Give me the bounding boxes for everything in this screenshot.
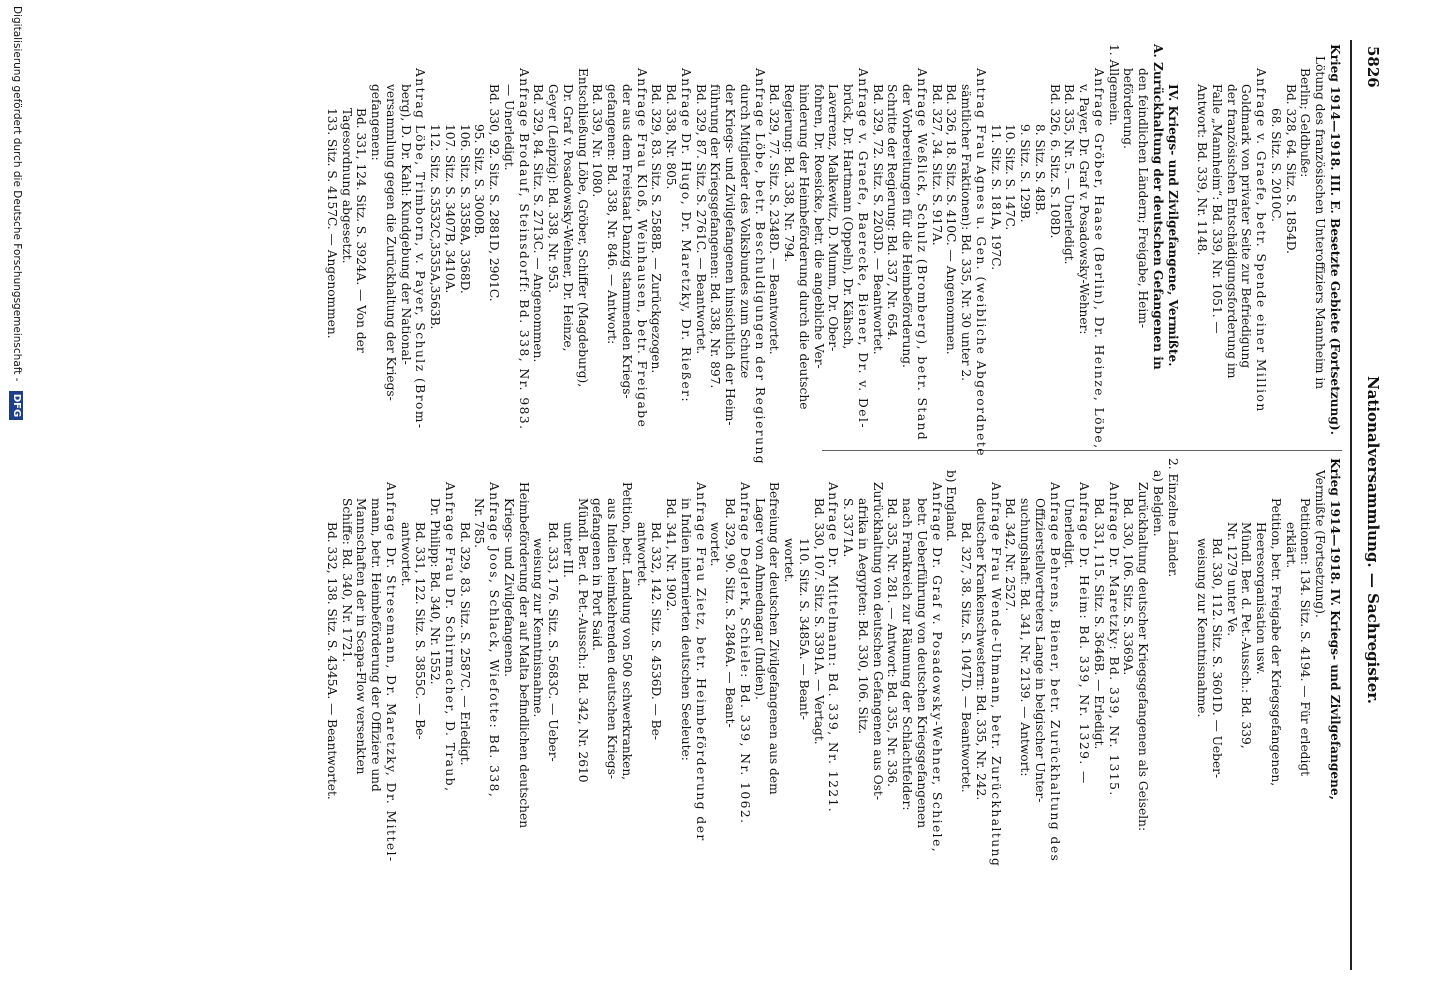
left-line: Antrag Frau Agnes u. Gen. (weibliche Abgeordnete [974,68,988,457]
left-line: 133. Sitz. S. 4157C. — Angenommen. [325,108,339,339]
footer-text: Digitalisierung gefördert durch die Deutsche Forschungsgemeinschaft - [11,6,23,382]
right-line: Heimbeförderung der auf Malta befindlichen deutschen [516,482,531,829]
right-line: Anfrage Dr. Mittelmann: Bd. 339, Nr. 1221. [826,482,841,814]
left-line: sämtlicher Fraktionen): Bd. 335, Nr. 30 unter 2. [959,84,974,382]
left-line: 8. Sitz. S. 48B. [1033,124,1047,215]
right-line: Kriegs- und Zivilgefangenen. [502,498,516,677]
left-line: der Kriegs- und Zivilgefangenen hinsichtlich der Heim- [723,84,738,426]
right-line: Lager von Ahmednagar (Indien). [752,498,767,700]
right-line: Bd. 333, 176. Sitz. S. 5683C. — Ueber- [546,522,561,762]
left-line: IV. Kriegs- und Zivilgefangene, Vermißte. [1165,84,1180,367]
right-line: suchungshaft: Bd. 341, Nr. 2139. — Antwort: [1018,498,1033,777]
left-line: fohren, Dr. Roesicke, betr. die angebliche Ver- [811,84,826,369]
right-line: Bd. 331, 122. Sitz. S. 3855C. — Be- [413,522,428,740]
right-line: Nr. 1279 unter Ve. [1224,522,1239,637]
left-line: 107. Sitz. S. 3407B, 3410A. [443,124,457,294]
right-line: Anfrage Frau Zietz, betr. Heimbeförderung der [693,482,708,842]
right-line: Krieg 1914—1918. IV. Kriegs- und Zivilgefangene, [1328,458,1342,801]
left-line: der aus dem Freistaat Danzig stammenden Kriegs- [620,84,634,399]
left-line: Tagesordnung abgesetzt. [339,108,354,264]
left-line: Antwort: Bd. 339, Nr. 1148. [1195,84,1210,256]
running-head: Nationalversammlung. — Sachregister. [1364,375,1382,704]
left-line: gefangenen: Bd. 338, Nr. 846. — Antwort: [605,84,620,345]
right-line: nach Frankreich zur Räumung der Schlachtfelder: [900,498,915,811]
left-line [1180,44,1195,448]
column-divider [822,450,1342,451]
right-line: Bd. 335, Nr. 281. — Antwort: Bd. 335, Nr. 336. [885,498,900,788]
left-line: Anfrage Löbe, betr. Beschuldigungen der Regierung [752,68,767,466]
left-line: Bd. 326, 6. Sitz. S. 108D. [1047,84,1062,239]
digitization-footer [8,0,26,1006]
left-line: brück, Dr. Hartmann (Oppeln), Dr. Kähsch, [841,84,856,350]
right-line: Bd. 330, 112. Sitz. S. 3601D. — Ueber- [1210,538,1224,779]
header-rule [1350,40,1352,970]
left-line: der Vorbereitungen für die Heimbeförderung. [900,84,915,368]
right-line: Petition, betr. Freigabe der Kriegsgefangenen, [1269,498,1283,787]
right-line: Anfrage Dr. Heim: Bd. 339, Nr. 1329. — [1077,482,1092,785]
right-line: 110. Sitz. S. 3485A. — Beant- [797,538,811,720]
right-line: Anfrage Dr. Stresemann, Dr. Maretzky, Dr. Mittel- [384,482,398,863]
left-line: Bd. 326, 18. Sitz. S. 410C. — Angenommen. [944,84,959,355]
left-line: der französischen Entschädigungsforderung im [1224,84,1239,379]
left-line: Berlin; Geldbuße: [1298,68,1313,178]
left-line: durch Mitglieder des Volksbundes zum Schutze [738,84,752,379]
right-line: Anfrage Behrens, Biener, betr. Zurückhaltung des [1047,482,1062,863]
dfg-logo: DFG [9,391,23,420]
left-line: 68. Sitz. S. 2010C. [1269,108,1283,223]
right-column [324,458,1342,932]
right-line: Anfrage Dr. Maretzky: Bd. 339, Nr. 1315. [1106,482,1121,797]
left-line: berg), D. Dr. Kahl: Kundgebung der National- [398,84,413,365]
left-line: — Unerledigt. [502,84,516,171]
left-line: Bd. 330, 92. Sitz. S. 2881D, 2901C. [487,84,502,302]
left-line: Bd. 331, 124. Sitz. S. 3924A. — Von der [354,108,369,353]
left-line: Schritte der Regierung: Bd. 337, Nr. 654. [885,84,900,341]
left-line: Bd. 329, 77. Sitz. S. 2348D. — Beantwortet. [767,84,782,355]
right-line: Anfrage Frau Dr. Schirmacher, D. Traub, [443,482,457,793]
right-line: unter III. [561,522,575,578]
left-line: Antrag Löbe, Trimborn, v. Payer, Schulz (Brom- [413,68,428,430]
right-line: S. 3371A. [841,498,856,558]
left-line: Anfrage Dr. Hugo, Dr. Maretzky, Dr. Rießer: [679,68,693,404]
right-line: b) England. [944,470,959,542]
left-line: Bd. 329, 87. Sitz. S. 2761C. — Beantwortet. [693,84,708,355]
left-line: 11. Sitz. S. 181A, 197C. [988,124,1003,271]
right-line: Vermißte (Fortsetzung). [1313,470,1328,618]
left-line: Goldmark von privater Seite zur Befriedigung [1239,84,1254,369]
left-line: 112. Sitz. S.3532C,3535A,3563B. [428,124,443,330]
right-line: Petition, betr. Landung von 500 schwerkranken, [620,482,634,781]
right-line [1180,458,1195,932]
right-line: aus Indien heimkehrenden deutschen Kriegs- [605,498,620,779]
left-line: 10. Sitz. S. 147C. [1003,124,1018,231]
right-line: Petitionen: 134. Sitz. S. 4194. — Für erledigt [1298,498,1313,777]
right-line: Anfrage Joos, Schlack, Wiefotte: Bd. 338, [487,482,502,799]
right-line: Bd. 330, 107. Sitz. S. 3391A. — Vertagt. [811,498,826,745]
left-line: versammlung gegen die Zurückhaltung der Kriegs- [384,84,398,401]
right-line: Anfrage Deglerk, Schiele: Bd. 339, Nr. 1062. [738,482,752,825]
left-line: Anfrage Gröber, Haase (Berlin), Dr. Heinze, Löbe, [1092,68,1106,450]
right-line: Dr. Philipp: Bd. 340, Nr. 1552. [428,498,443,685]
left-line: Dr. Graf v. Posadowsky-Wehner, Dr. Heinze, [561,84,575,352]
right-line: gefangenen in Port Said. [590,498,605,651]
right-line: wortet. [782,538,797,583]
left-line: Bd. 338, Nr. 805. [664,84,679,190]
left-line: gefangenen: [369,84,384,161]
right-line: Befreiung der deutschen Zivilgefangenen aus dem [767,482,782,795]
left-line: 95. Sitz. S. 3000B. [472,124,487,239]
left-line: Anfrage Brodauf, Steinsdorff: Bd. 338, Nr. 983. [516,68,531,431]
right-line: Heeresorganisation usw. [1254,522,1269,675]
right-line: antwortet. [634,522,649,587]
right-line: Nr. 785. [472,498,487,549]
left-line: 106. Sitz. S. 3358A, 3368D. [457,124,472,294]
left-line: Bd. 328, 64. Sitz. S. 1854D. [1283,84,1298,254]
right-line: Schiffe: Bd. 340, Nr. 1721. [339,498,354,663]
left-line: hinderung der Heimbeförderung durch die deutsche [797,84,811,410]
page-number: 5826 [1364,46,1382,88]
left-line: Bd. 335, Nr. 5. — Unerledigt. [1062,84,1077,265]
right-line: Mannschaften der in Scapa-Flow versenkten [354,498,369,775]
right-line: Bd. 341, Nr. 1902. [664,498,679,612]
right-line: betr. Ueberführung von deutschen Kriegsgefangenen [915,498,929,829]
right-line: Bd. 329, 83. Sitz. S. 2587C. — Erledigt. [457,522,472,766]
right-line: 2. Einzelne Länder. [1165,458,1180,578]
right-line: Zurückhaltung von deutschen Gefangenen aus Ost- [870,482,885,800]
right-line: Bd. 330, 106. Sitz. S. 3369A. [1121,498,1136,676]
right-line: Bd. 342, Nr. 2527. [1003,498,1018,612]
left-line: Bd. 339, Nr. 1080. [590,84,605,198]
right-line: afrika in Aegypten: Bd. 330, 106. Sitz. [856,498,870,735]
right-line: weisung zur Kenntnisnahme. [531,538,546,718]
right-line: Mündl. Ber. d. Pet.-Aussch.: Bd. 342, Nr. 2610 [575,498,590,783]
right-line: antwortet. [398,522,413,587]
right-line: Bd. 332, 138. Sitz. S. 4345A. — Beantwortet. [325,522,339,800]
left-line: 1. Allgemein. [1106,44,1121,126]
left-line: Anfrage v. Graefe, Baerecke, Biener, Dr. v. Del- [856,68,870,430]
right-line: Bd. 332, 142. Sitz. S. 4536D. — Be- [649,522,664,740]
left-line: Bd. 327, 34. Sitz. S. 917A. [929,84,944,246]
left-line: Entschließung Löbe, Gröber, Schiffer (Magdeburg), [575,68,590,388]
left-line: Bd. 329, 84. Sitz. S. 2713C. — Angenommen. [531,84,546,363]
left-line: führung der Kriegsgefangenen: Bd. 338, Nr. 897. [708,84,723,389]
left-line: Falle „Mannheim“: Bd. 339, Nr. 1051. — [1210,84,1224,334]
left-line: Laverrenz, Malkewitz, D. Mumm, Dr. Ober- [826,84,841,352]
right-line: deutscher Krankenschwestern: Bd. 335, Nr. 242. [974,498,988,801]
right-line: Bd. 331, 115. Sitz. S. 3646B. — Erledigt. [1092,498,1106,750]
right-line: weisung zur Kenntnisnahme. [1195,538,1210,718]
left-line: beförderung. [1121,68,1136,149]
left-line: Regierung: Bd. 338, Nr. 794. [782,84,797,263]
right-line: Zurückhaltung deutscher Kriegsgefangenen als Geiseln: [1136,482,1151,832]
left-line: A. Zurückhaltung der deutschen Gefangenen in [1151,44,1165,370]
right-line: Unerledigt. [1062,498,1077,569]
right-line: mann, betr. Heimbeförderung der Offiziere und [369,498,384,792]
right-line: Anfrage Dr. Graf v. Posadowsky-Wehner, Schiele, [929,482,944,854]
right-line: in Indien internierten deutschen Seeleute: [679,498,693,761]
left-line: Anfrage Weßlick, Schulz (Bromberg), betr. Stand [915,68,929,442]
right-line: Bd. 329, 90. Sitz. S. 2846A. — Beant- [723,498,738,728]
left-line: 9. Sitz. S. 129B. [1018,124,1033,223]
right-line: Bd. 327, 38. Sitz. S. 1047D. — Beantwortet. [959,522,974,793]
right-line: Mündl. Ber. d. Pet.-Aussch.: Bd. 339, [1239,522,1254,749]
right-line: a) Belgien. [1151,470,1165,537]
left-line: v. Payer, Dr. Graf v. Posadowsky-Wehner: [1077,84,1092,335]
left-column [324,44,1342,466]
left-line: Bd. 329, 83. Sitz. S. 2588B. — Zurückgezogen. [649,84,664,374]
left-line: Krieg 1914—1918. III. E. Besetzte Gebiete (Fortsetzung). [1328,44,1342,435]
right-line: Offizierstellvertreters Lange in belgischer Unter- [1033,498,1047,803]
left-line: Anfrage Frau Kloß, Weinhausen, betr. Freigabe [634,68,649,429]
left-line: Anfrage v. Graefe, betr. Spende einer Million [1254,68,1269,413]
right-line: Anfrage Frau Wende-Uhmann, betr. Zurückhaltung [988,482,1003,868]
left-line: Bd. 329, 72. Sitz. S. 2203D. — Beantwortet. [870,84,885,355]
left-line: den feindlichen Ländern; Freigabe, Heim- [1136,68,1151,328]
right-line: erklärt. [1283,522,1298,569]
right-line: wortet. [708,522,723,567]
left-line: Lötung des französischen Unteroffiziers Mannheim in [1313,56,1328,390]
left-line: Geyer (Leipzig): Bd. 338, Nr. 953. [546,84,561,293]
